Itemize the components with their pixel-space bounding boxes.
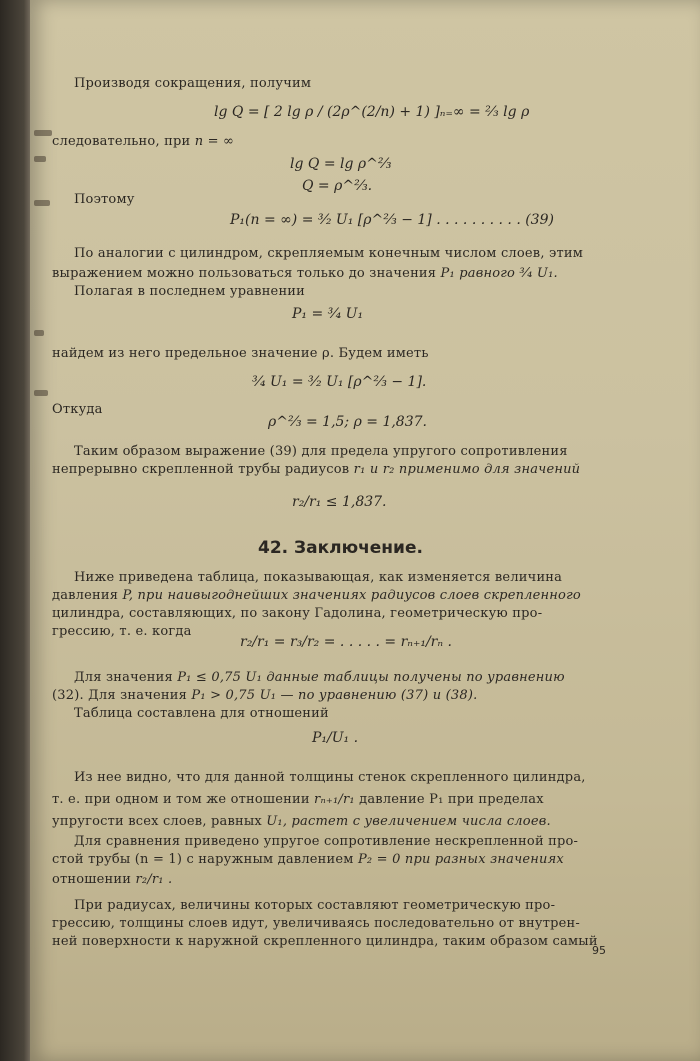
text-line: Полагая в последнем уравнении xyxy=(74,284,306,299)
text-line: ней поверхности к наружной скрепленного цилиндра, таким образом самый xyxy=(52,934,598,949)
text-line: Для сравнения приведено упругое сопротивление нескрепленной про- xyxy=(74,834,579,849)
text-line: упругости всех слоев, равных U₁, растет с увеличением числа слоев. xyxy=(52,814,551,829)
equation-39: P₁(n = ∞) = ³⁄₂ U₁ [ρ^⅔ − 1] . . . . . . . . . . (39) xyxy=(230,212,554,228)
text-line: По аналогии с цилиндром, скрепляемым конечным числом слоев, этим xyxy=(74,246,584,261)
text-line: Из нее видно, что для данной толщины стенок скрепленного цилиндра, xyxy=(74,770,586,785)
section-heading: 42. Заключение. xyxy=(258,538,423,558)
text-line: цилиндра, составляющих, по закону Гадолина, геометрическую про- xyxy=(52,606,543,621)
equation: ρ^⅔ = 1,5; ρ = 1,837. xyxy=(268,414,427,430)
text-line: Для значения P₁ ≤ 0,75 U₁ данные таблицы получены по уравнению xyxy=(74,670,565,685)
text-line: Ниже приведена таблица, показывающая, как изменяется величина xyxy=(74,570,563,585)
text-line: Откуда xyxy=(52,402,103,417)
equation: Q = ρ^⅔. xyxy=(302,178,373,194)
book-gutter xyxy=(0,0,34,1061)
text-line: выражением можно пользоваться только до значения P₁ равного ³⁄₄ U₁. xyxy=(52,266,558,281)
text-line: найдем из него предельное значение ρ. Будем иметь xyxy=(52,346,429,361)
book-page xyxy=(30,0,700,1061)
text-line: стой трубы (n = 1) с наружным давлением P₂ = 0 при разных значениях xyxy=(52,852,564,867)
equation: ³⁄₄ U₁ = ³⁄₂ U₁ [ρ^⅔ − 1]. xyxy=(252,374,427,390)
page-number: 95 xyxy=(592,944,606,957)
equation: lg Q = lg ρ^⅔ xyxy=(290,156,392,172)
text-line: Таким образом выражение (39) для предела упругого сопротивления xyxy=(74,444,568,459)
equation: P₁ = ³⁄₄ U₁ xyxy=(292,306,364,322)
text-line: При радиусах, величины которых составляют геометрическую про- xyxy=(74,898,556,913)
text-line: непрерывно скрепленной трубы радиусов r₁ и r₂ применимо для значений xyxy=(52,462,581,477)
equation: lg Q = [ 2 lg ρ / (2ρ^(2/n) + 1) ]ₙ₌∞ = ²⁄₃ lg ρ xyxy=(214,104,530,120)
text-line: грессию, т. е. когда xyxy=(52,624,192,639)
text-line: Производя сокращения, получим xyxy=(74,76,312,91)
text-line: следовательно, при n = ∞ xyxy=(52,134,235,149)
text-line: грессию, толщины слоев идут, увеличиваясь последовательно от внутрен- xyxy=(52,916,581,931)
text-line: отношении r₂/r₁ . xyxy=(52,872,173,887)
text-line: т. е. при одном и том же отношении rₙ₊₁/r₁ давление P₁ при пределах xyxy=(52,792,544,807)
text-line: (32). Для значения P₁ > 0,75 U₁ — по уравнению (37) и (38). xyxy=(52,688,478,703)
margin-notes xyxy=(30,90,58,490)
text-line: давления P, при наивыгоднейших значениях радиусов слоев скрепленного xyxy=(52,588,581,603)
equation: P₁/U₁ . xyxy=(312,730,359,746)
text-line: Поэтому xyxy=(74,192,135,207)
text-line: Таблица составлена для отношений xyxy=(74,706,329,721)
equation: r₂/r₁ = r₃/r₂ = . . . . . = rₙ₊₁/rₙ . xyxy=(240,634,452,650)
equation: r₂/r₁ ≤ 1,837. xyxy=(292,494,387,510)
